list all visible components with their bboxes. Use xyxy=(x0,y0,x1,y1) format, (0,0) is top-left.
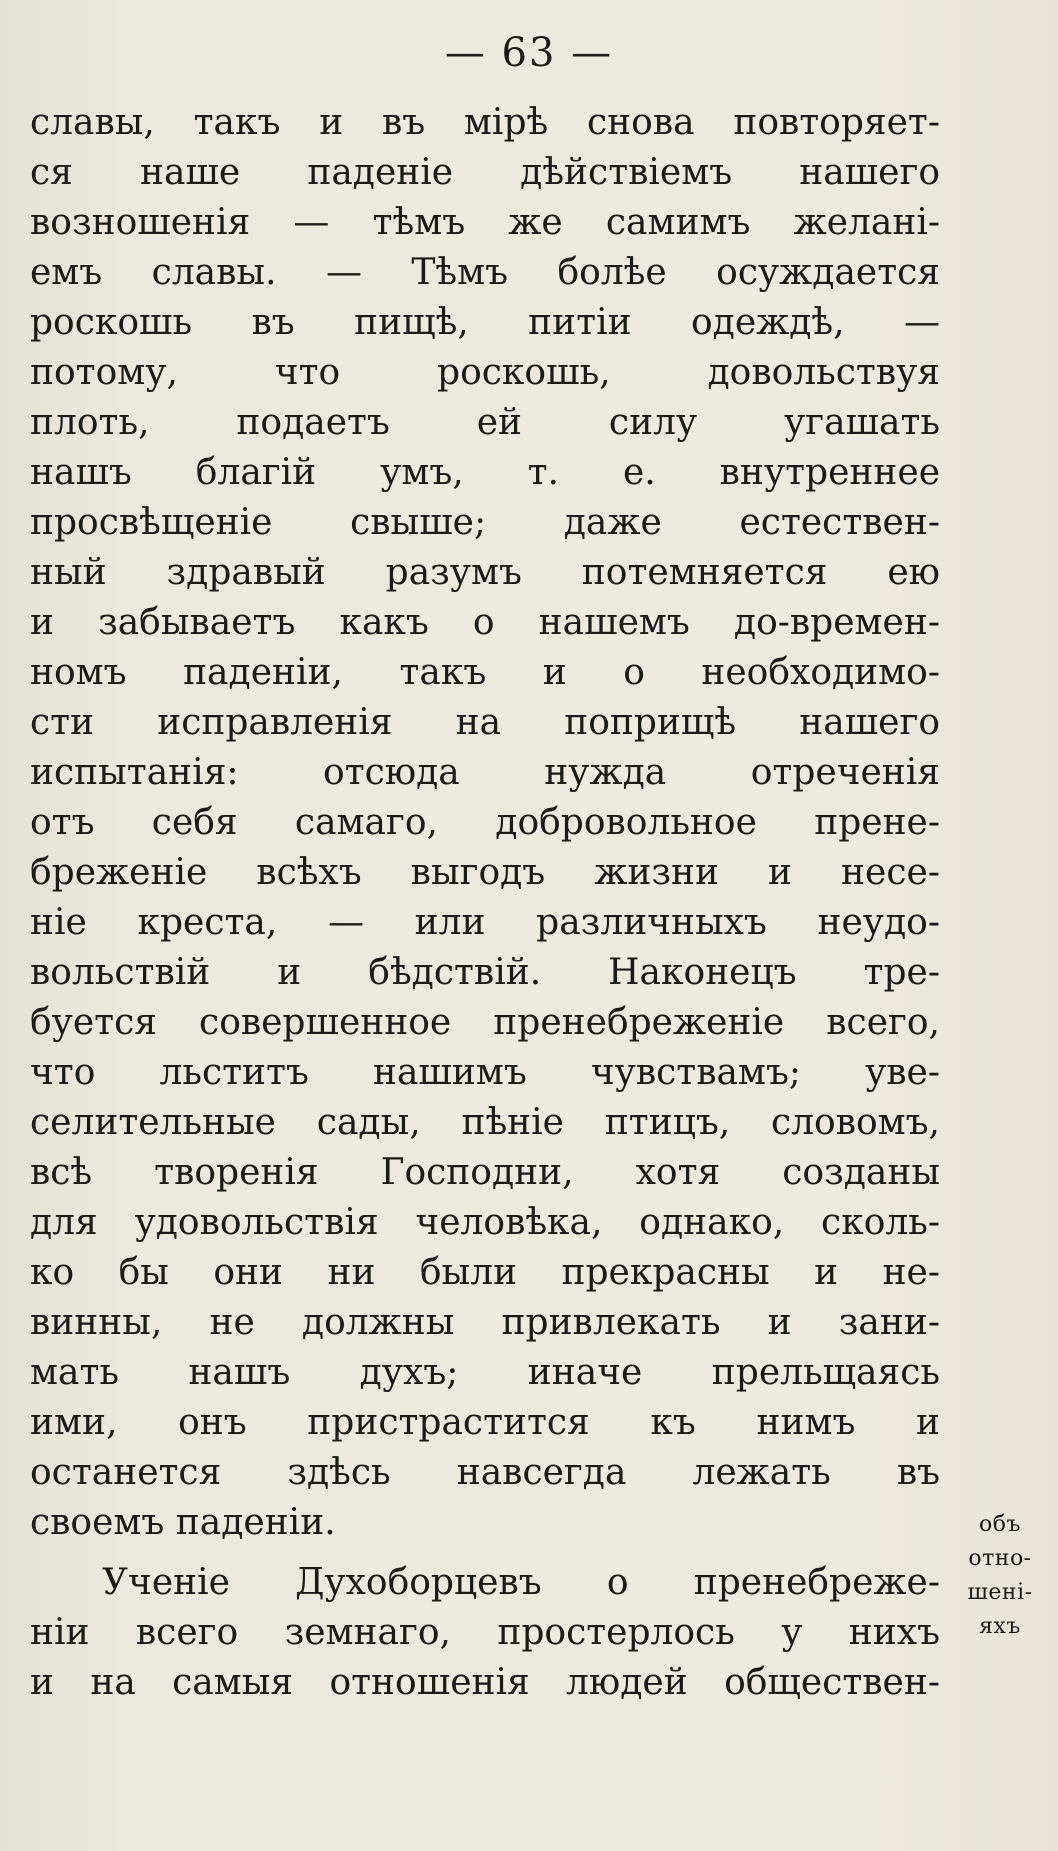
text-line: мать нашъ духъ; иначе прельщаясь xyxy=(30,1352,940,1393)
adjacent-page-bleed xyxy=(974,80,1058,190)
marginal-note-line: шені- xyxy=(967,1580,1033,1605)
text-line: винны, не должны привлекать и зани- xyxy=(30,1302,940,1343)
text-line: своемъ паденіи. xyxy=(30,1502,336,1543)
text-line: плоть, подаетъ ей силу угашать xyxy=(30,402,940,443)
text-line: ими, онъ пристрастится къ нимъ и xyxy=(30,1402,940,1443)
text-line: потому, что роскошь, довольствуя xyxy=(30,352,940,393)
text-line: буется совершенное пренебреженіе всего, xyxy=(30,1002,940,1043)
marginal-note xyxy=(950,1508,1050,1644)
marginal-note-line: яхъ xyxy=(979,1614,1021,1639)
text-line: бреженіе всѣхъ выгодъ жизни и несе- xyxy=(30,852,940,893)
paragraph-gap xyxy=(30,1548,940,1558)
text-line: и на самыя отношенія людей обществен- xyxy=(30,1662,940,1703)
text-line: ко бы они ни были прекрасны и не- xyxy=(30,1252,940,1293)
text-line: ніи всего земнаго, простерлось у нихъ xyxy=(30,1612,940,1653)
text-line: нашъ благій умъ, т. е. внутреннее xyxy=(30,452,940,493)
text-line: что льститъ нашимъ чувствамъ; уве- xyxy=(30,1052,940,1093)
text-line: номъ паденіи, такъ и о необходимо- xyxy=(30,652,940,693)
text-line: отъ себя самаго, добровольное прене- xyxy=(30,802,940,843)
text-line: роскошь въ пищѣ, питіи одеждѣ, — xyxy=(30,302,940,343)
text-line: селительные сады, пѣніе птицъ, словомъ, xyxy=(30,1102,940,1143)
marginal-note-line: отно- xyxy=(968,1546,1032,1571)
text-line: просвѣщеніе свыше; даже естествен- xyxy=(30,502,940,543)
text-line: славы, такъ и въ мірѣ снова повторяет- xyxy=(30,102,940,143)
text-line: ніе креста, — или различныхъ неудо- xyxy=(30,902,940,943)
text-line: сти исправленія на поприщѣ нашего xyxy=(30,702,940,743)
text-line: емъ славы. — Тѣмъ болѣе осуждается xyxy=(30,252,940,293)
text-line: для удовольствія человѣка, однако, сколь- xyxy=(30,1202,940,1243)
marginal-note-line: объ xyxy=(979,1512,1021,1537)
text-line: и забываетъ какъ о нашемъ до-времен- xyxy=(30,602,940,643)
paragraph-start-line: Ученіе Духоборцевъ о пренебреже- xyxy=(102,1562,940,1603)
text-line: всѣ творенія Господни, хотя созданы xyxy=(30,1152,940,1193)
page-number-header: — 63 — xyxy=(444,30,614,76)
text-line: останется здѣсь навсегда лежать въ xyxy=(30,1452,940,1493)
text-line: испытанія: отсюда нужда отреченія xyxy=(30,752,940,793)
text-line: возношенія — тѣмъ же самимъ желані- xyxy=(30,202,940,243)
body-text xyxy=(30,98,940,1708)
text-line: вольствій и бѣдствій. Наконецъ тре- xyxy=(30,952,940,993)
text-line: ный здравый разумъ потемняется ею xyxy=(30,552,940,593)
text-line: ся наше паденіе дѣйствіемъ нашего xyxy=(30,152,940,193)
